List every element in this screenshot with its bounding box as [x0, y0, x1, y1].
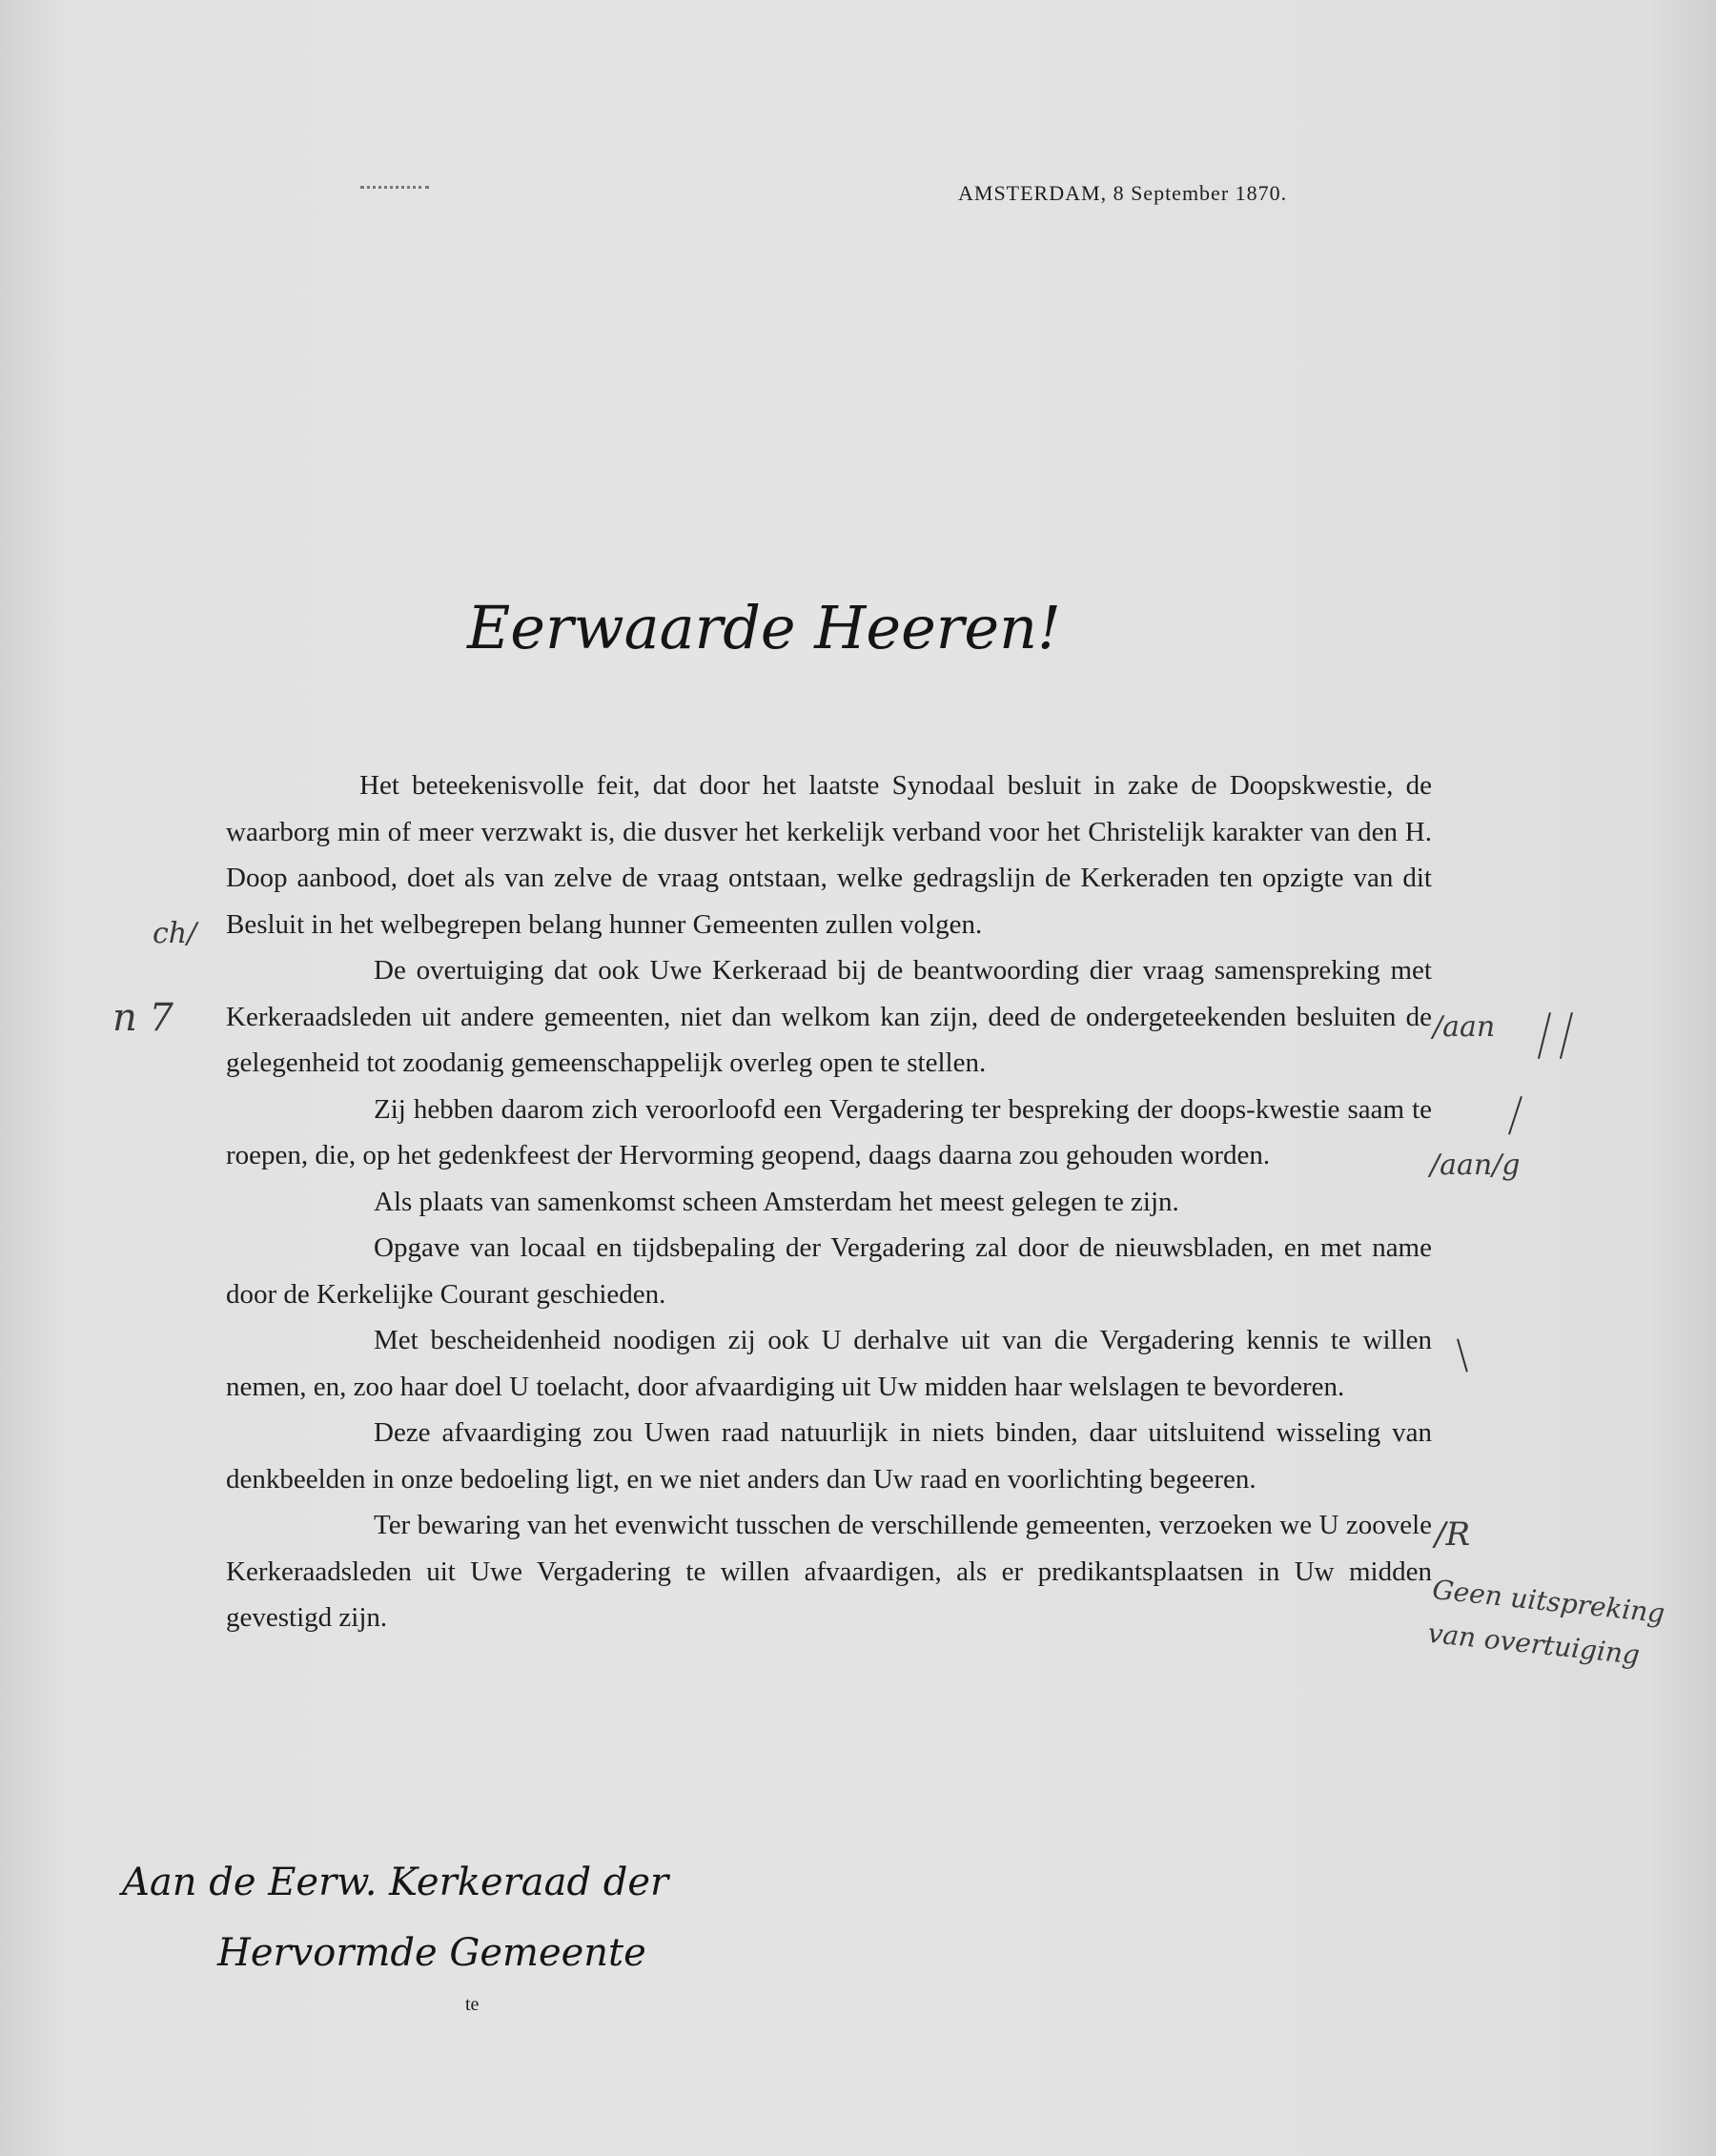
- addressee: [122, 1847, 668, 1988]
- annotation-aan-1: /aan: [1433, 1010, 1496, 1044]
- ink-smudge: [360, 186, 429, 189]
- paragraph: De overtuiging dat ook Uwe Kerkeraad bij de beantwoording dier vraag samenspreking met Kerkeraadsleden uit andere gemeenten, niet dan welkom kan zijn, deed de ondergeteekenden besluiten de gelegenheid tot zoodanig gemeenschappelijk overleg open te stellen.: [226, 955, 1432, 1078]
- annotation-aan-2: /aan/g: [1430, 1149, 1521, 1182]
- pen-stroke: [1508, 1096, 1522, 1135]
- pen-stroke: [1538, 1012, 1551, 1059]
- pen-stroke: [1457, 1338, 1468, 1372]
- date-line: AMSTERDAM, 8 September 1870.: [958, 181, 1288, 205]
- annotation-slash-r: /R: [1435, 1515, 1471, 1554]
- paragraph: Zij hebben daarom zich veroorloofd een Vergadering ter bespreking der doops-kwestie saam te roepen, die, op het gedenkfeest der Hervorming geopend, daags daarna zou gehouden worden.: [226, 1093, 1432, 1170]
- paragraph: Opgave van locaal en tijdsbepaling der Vergadering zal door de nieuwsbladen, en met name door de Kerkelijke Courant geschieden.: [226, 1232, 1432, 1310]
- paragraph: Deze afvaardiging zou Uwen raad natuurlijk in niets binden, daar uitsluitend wisseling van denkbeelden in onze bedoeling ligt, en we niet anders dan Uw raad en voorlichting begeeren.: [226, 1417, 1432, 1495]
- margin-note: Geen uitspreking van overtuiging: [1426, 1573, 1666, 1671]
- annotation-ch: ch/: [153, 917, 197, 950]
- paragraph: Met bescheidenheid noodigen zij ook U derhalve uit van die Vergadering kennis te willen nemen, en, zoo haar doel U toelacht, door afvaardiging uit Uw midden haar welslagen te bevorderen.: [226, 1325, 1432, 1402]
- addressee-line-1: Aan de Eerw. Kerkeraad der: [122, 1861, 669, 1904]
- annotation-n7: n 7: [112, 996, 174, 1040]
- paragraph: Ter bewaring van het evenwicht tusschen de verschillende gemeenten, verzoeken we U zoovele Kerkeraadsleden uit Uwe Vergadering te willen afvaardigen, als er predikantsplaatsen in Uw midden gevestigd zijn.: [226, 1510, 1432, 1633]
- paragraph: Als plaats van samenkomst scheen Amsterdam het meest gelegen te zijn.: [374, 1186, 1179, 1217]
- letter-body: [226, 763, 1432, 1641]
- addressee-place: te: [465, 1994, 480, 2015]
- salutation: Eerwaarde Heeren!: [467, 593, 1061, 662]
- addressee-line-2: Hervormde Gemeente: [217, 1931, 646, 1975]
- paragraph: Het beteekenisvolle feit, dat door het laatste Synodaal besluit in zake de Doopskwestie, de waarborg min of meer verzwakt is, die dusver het kerkelijk verband voor het Christelijk karakter van den H. Doop aanbood, doet als van zelve de vraag ontstaan, welke gedragslijn de Kerkeraden ten opzigte van dit Besluit in het welbegrepen belang hunner Gemeenten zullen volgen.: [226, 770, 1432, 940]
- pen-stroke: [1560, 1012, 1573, 1059]
